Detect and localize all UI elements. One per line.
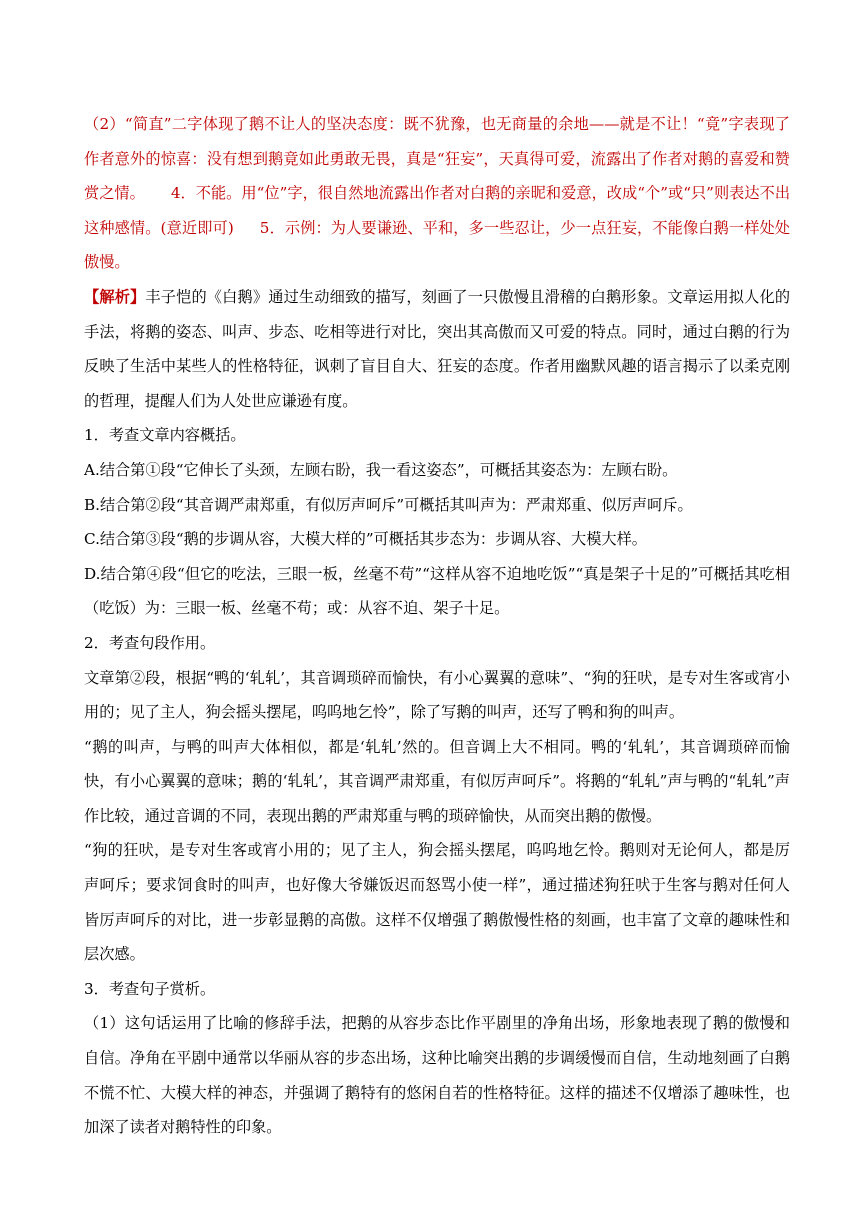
body-paragraph: “鹅的叫声，与鸭的叫声大体相似，都是‘轧轧’然的。但音调上大不相同。鸭的‘轧轧’，其音调琐碎而愉快，有小心翼翼的意味；鹅的‘轧轧’，其音调严肃郑重，有似厉声呵斥”。将鹅的“轧轧”声与鸭的“轧轧”声作比较，通过音调的不同，表现出鹅的严肃郑重与鸭的琐碎愉快，从而突出鹅的傲慢。 (84, 737, 790, 825)
content-option-a: A.结合第①段“它伸长了头颈，左顾右盼，我一看这姿态”，可概括其姿态为：左顾右盼。 (84, 460, 678, 479)
content-option-d: D.结合第④段“但它的吃法，三眼一板，丝毫不苟”“这样从容不迫地吃饭”“真是架子十足的”可概括其吃相（吃饭）为：三眼一板、丝毫不苟；或：从容不迫、架子十足。 (84, 564, 790, 618)
answer-block (84, 107, 790, 280)
analysis-label: 【解析】 (84, 287, 146, 306)
content-option-b: B.结合第②段“其音调严肃郑重，有似厉声呵斥”可概括其叫声为：严肃郑重、似厉声呵斥。 (84, 495, 693, 514)
analysis-paragraph (84, 280, 790, 418)
answer-2: （2）“简直”二字体现了鹅不让人的坚决态度：既不犹豫，也无商量的余地——就是不让！“竟”字表现了作者意外的惊喜：没有想到鹅竟如此勇敢无畏，真是“狂妄”，天真得可爱，流露出了作者对鹅的喜爱和赞赏之情。 (84, 115, 790, 203)
section-heading: 2．考查句段作用。 (84, 633, 216, 652)
answer-4: 4．不能。用“位”字，很自然地流露出作者对白鹅的亲昵和爱意，改成“个”或“只”则表达不出这种感情。(意近即可) (84, 184, 791, 237)
body-paragraph: 文章第②段，根据“鸭的‘轧轧’，其音调琐碎而愉快，有小心翼翼的意味”、“狗的狂吠，是专对生客或宵小用的；见了主人，狗会摇头摆尾，呜呜地乞怜”，除了写鹅的叫声，还写了鸭和狗的叫声。 (84, 668, 790, 722)
body-paragraph: （1）这句话运用了比喻的修辞手法，把鹅的从容步态比作平剧里的净角出场，形象地表现了鹅的傲慢和自信。净角在平剧中通常以华丽从容的步态出场，这种比喻突出鹅的步调缓慢而自信，生动地刻画了白鹅不慌不忙、大模大样的神态，并强调了鹅特有的悠闲自若的性格特征。这样的描述不仅增添了趣味性，也加深了读者对鹅特性的印象。 (84, 1014, 790, 1137)
page-content (84, 107, 790, 1145)
body-paragraph: “狗的狂吠，是专对生客或宵小用的；见了主人，狗会摇头摆尾，呜呜地乞怜。鹅则对无论何人，都是厉声呵斥；要求饲食时的叫声，也好像大爷嫌饭迟而怒骂小使一样”，通过描述狗狂吠于生客与鹅对任何人皆厉声呵斥的对比，进一步彰显鹅的高傲。这样不仅增强了鹅傲慢性格的刻画，也丰富了文章的趣味性和层次感。 (84, 841, 790, 964)
section-heading: 1．考查文章内容概括。 (84, 426, 246, 445)
content-option-c: C.结合第③段“鹅的步调从容，大模大样的”可概括其步态为：步调从容、大模大样。 (84, 530, 647, 549)
analysis-text: 丰子恺的《白鹅》通过生动细致的描写，刻画了一只傲慢且滑稽的白鹅形象。文章运用拟人化的手法，将鹅的姿态、叫声、步态、吃相等进行对比，突出其高傲而又可爱的特点。同时，通过白鹅的行为反映了生活中某些人的性格特征，讽刺了盲目自大、狂妄的态度。作者用幽默风趣的语言揭示了以柔克刚的哲理，提醒人们为人处世应谦逊有度。 (84, 287, 791, 410)
answer-5: 5．示例：为人要谦逊、平和，多一些忍让，少一点狂妄，不能像白鹅一样处处傲慢。 (84, 218, 790, 272)
section-heading: 3．考查句子赏析。 (84, 979, 216, 998)
